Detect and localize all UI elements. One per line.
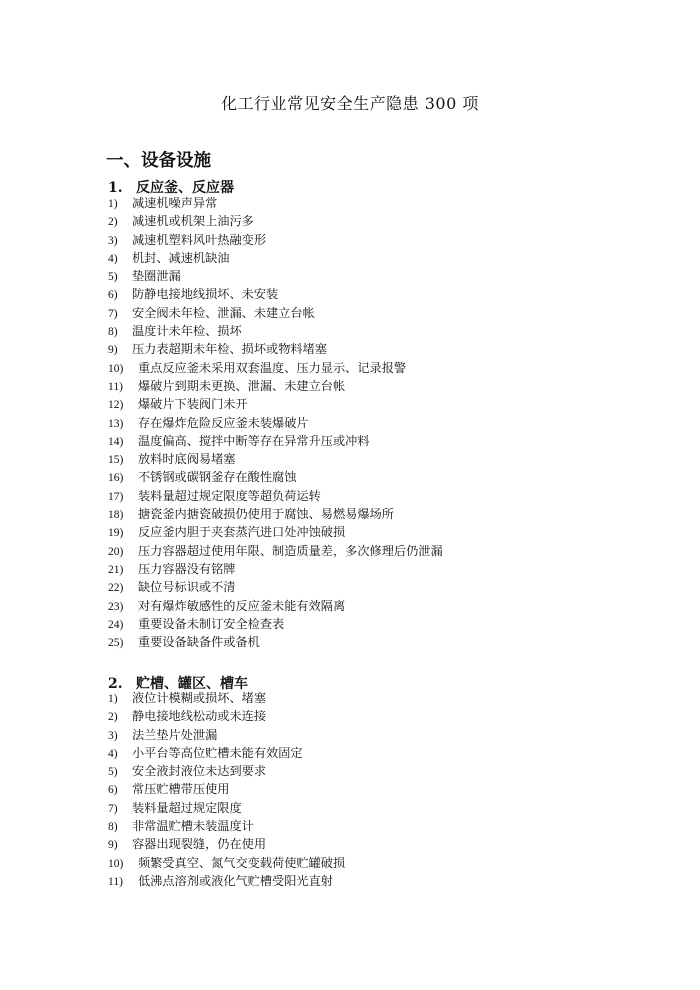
item-number: 10) bbox=[108, 362, 124, 375]
list-item bbox=[108, 505, 443, 523]
list-item bbox=[108, 689, 345, 707]
item-number: 12) bbox=[108, 399, 124, 412]
item-text: 低沸点溶剂或液化气贮槽受阳光直射 bbox=[138, 873, 333, 888]
item-number: 15) bbox=[108, 454, 124, 467]
item-text: 机封、减速机缺油 bbox=[132, 250, 230, 265]
list-item bbox=[108, 835, 345, 853]
list-item bbox=[108, 212, 443, 230]
item-text: 安全阀未年检、泄漏、未建立台帐 bbox=[132, 305, 315, 320]
item-number: 1) bbox=[108, 693, 118, 705]
item-number: 2) bbox=[108, 711, 118, 724]
item-text: 垫圈泄漏 bbox=[132, 269, 181, 284]
section-number: 2. bbox=[108, 676, 123, 692]
list-item bbox=[108, 744, 345, 762]
item-number: 7) bbox=[108, 307, 118, 320]
item-text: 搪瓷釜内搪瓷破损仍使用于腐蚀、易燃易爆场所 bbox=[138, 507, 394, 522]
list-item bbox=[108, 450, 443, 468]
item-number: 17) bbox=[108, 490, 124, 503]
item-number: 7) bbox=[108, 802, 118, 815]
section-number: 1. bbox=[108, 180, 123, 196]
item-text: 常压贮槽带压使用 bbox=[132, 782, 230, 797]
item-number: 9) bbox=[108, 839, 118, 852]
item-text: 装料量超过规定限度等超负荷运转 bbox=[138, 488, 321, 503]
list-item bbox=[108, 304, 443, 322]
item-text: 存在爆炸危险反应釜未装爆破片 bbox=[138, 415, 309, 430]
item-list-1 bbox=[108, 194, 443, 651]
item-number: 21) bbox=[108, 563, 124, 576]
item-number: 23) bbox=[108, 600, 124, 613]
list-item bbox=[108, 799, 345, 817]
item-number: 1) bbox=[108, 198, 118, 210]
list-item bbox=[108, 359, 443, 377]
item-text: 装料量超过规定限度 bbox=[132, 800, 242, 815]
list-item bbox=[108, 523, 443, 541]
item-number: 2) bbox=[108, 216, 118, 229]
item-text: 重要设备缺备件或备机 bbox=[138, 635, 260, 650]
item-number: 3) bbox=[108, 729, 118, 742]
item-number: 20) bbox=[108, 545, 124, 558]
list-item bbox=[108, 395, 443, 413]
list-item bbox=[108, 578, 443, 596]
chapter-title: 一、设备设施 bbox=[106, 151, 211, 171]
item-text: 温度偏高、搅拌中断等存在异常升压或冲料 bbox=[138, 433, 370, 448]
item-text: 容器出现裂缝，仍在使用 bbox=[132, 837, 267, 852]
list-item bbox=[108, 762, 345, 780]
list-item bbox=[108, 468, 443, 486]
list-item bbox=[108, 780, 345, 798]
item-text: 不锈钢或碳钢釜存在酸性腐蚀 bbox=[138, 470, 297, 485]
item-number: 22) bbox=[108, 582, 124, 595]
item-number: 16) bbox=[108, 472, 124, 485]
item-number: 25) bbox=[108, 637, 124, 650]
item-text: 减速机或机架上油污多 bbox=[132, 214, 254, 229]
item-text: 液位计模糊或损坏、堵塞 bbox=[132, 691, 267, 705]
item-number: 13) bbox=[108, 417, 124, 430]
list-item bbox=[108, 377, 443, 395]
item-list-2 bbox=[108, 689, 345, 890]
item-text: 重要设备未制订安全检查表 bbox=[138, 616, 285, 631]
item-number: 5) bbox=[108, 271, 118, 284]
item-text: 压力容器超过使用年限、制造质量差，多次修理后仍泄漏 bbox=[138, 543, 443, 558]
item-text: 反应釜内胆于夹套蒸汽进口处冲蚀破损 bbox=[138, 525, 346, 540]
item-text: 减速机噪声异常 bbox=[132, 196, 218, 210]
list-item bbox=[108, 231, 443, 249]
list-item bbox=[108, 615, 443, 633]
item-number: 10) bbox=[108, 857, 124, 870]
item-text: 缺位号标识或不清 bbox=[138, 580, 236, 595]
item-text: 放料时底阀易堵塞 bbox=[138, 452, 236, 467]
list-item bbox=[108, 285, 443, 303]
item-text: 静电接地线松动或未连接 bbox=[132, 709, 267, 724]
item-text: 爆破片下装阀门未开 bbox=[138, 397, 248, 412]
list-item bbox=[108, 560, 443, 578]
item-text: 温度计未年检、损坏 bbox=[132, 324, 242, 339]
item-text: 防静电接地线损坏、未安装 bbox=[132, 287, 279, 302]
list-item bbox=[108, 597, 443, 615]
item-number: 6) bbox=[108, 784, 118, 797]
item-number: 4) bbox=[108, 252, 118, 265]
list-item bbox=[108, 854, 345, 872]
item-text: 安全液封液位未达到要求 bbox=[132, 764, 267, 779]
list-item bbox=[108, 542, 443, 560]
item-text: 爆破片到期未更换、泄漏、未建立台帐 bbox=[138, 378, 346, 393]
list-item bbox=[108, 414, 443, 432]
item-number: 24) bbox=[108, 618, 124, 631]
item-text: 减速机塑料风叶热融变形 bbox=[132, 232, 267, 247]
document-title: 化工行业常见安全生产隐患 300 项 bbox=[221, 94, 479, 113]
item-number: 18) bbox=[108, 509, 124, 522]
item-number: 4) bbox=[108, 747, 118, 760]
list-item bbox=[108, 194, 443, 212]
list-item bbox=[108, 487, 443, 505]
section-heading: 反应釜、反应器 bbox=[136, 180, 234, 196]
item-number: 8) bbox=[108, 326, 118, 339]
list-item bbox=[108, 633, 443, 651]
list-item bbox=[108, 817, 345, 835]
item-number: 9) bbox=[108, 344, 118, 357]
item-text: 频繁受真空、氮气交变载荷使贮罐破损 bbox=[138, 855, 346, 870]
item-text: 压力容器没有铭牌 bbox=[138, 561, 236, 576]
list-item bbox=[108, 340, 443, 358]
list-item bbox=[108, 267, 443, 285]
item-text: 压力表超期未年检、损坏或物料堵塞 bbox=[132, 342, 327, 357]
section-heading: 贮槽、罐区、槽车 bbox=[136, 676, 248, 692]
list-item bbox=[108, 432, 443, 450]
item-text: 小平台等高位贮槽未能有效固定 bbox=[132, 745, 303, 760]
item-number: 11) bbox=[108, 875, 123, 888]
item-number: 11) bbox=[108, 380, 123, 393]
list-item bbox=[108, 249, 443, 267]
item-number: 14) bbox=[108, 435, 124, 448]
list-item bbox=[108, 872, 345, 890]
list-item bbox=[108, 726, 345, 744]
item-number: 19) bbox=[108, 527, 124, 540]
item-text: 非常温贮槽未装温度计 bbox=[132, 819, 254, 834]
item-text: 重点反应釜未采用双套温度、压力显示、记录报警 bbox=[138, 360, 407, 375]
item-text: 对有爆炸敏感性的反应釜未能有效隔离 bbox=[138, 598, 346, 613]
item-number: 5) bbox=[108, 766, 118, 779]
list-item bbox=[108, 322, 443, 340]
item-number: 8) bbox=[108, 821, 118, 834]
item-text: 法兰垫片处泄漏 bbox=[132, 727, 218, 742]
list-item bbox=[108, 707, 345, 725]
item-number: 6) bbox=[108, 289, 118, 302]
item-number: 3) bbox=[108, 234, 118, 247]
